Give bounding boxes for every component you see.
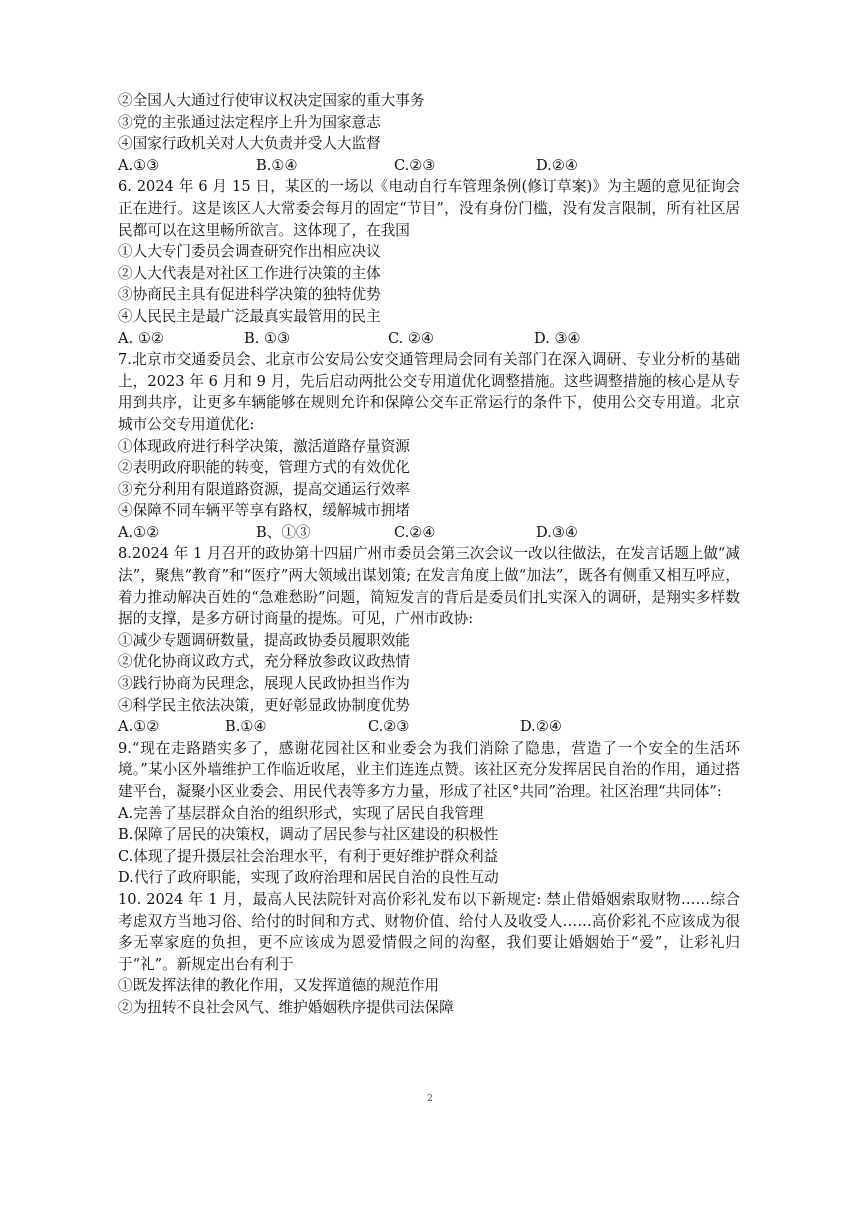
- q6-item-4: ④人民民主是最广泛最真实最管用的民主: [118, 307, 381, 325]
- q5-item-2: ②全国人大通过行使审议权决定国家的重大事务: [118, 92, 425, 109]
- q6-item-3: ③协商民主具有促进科学决策的独特优势: [118, 286, 381, 304]
- exam-page: [118, 90, 740, 1019]
- q5-option-a: A.①③: [118, 156, 160, 174]
- q8-item-3: ③践行协商为民理念，展现人民政协担当作为: [118, 675, 410, 693]
- q9-stem: 9.“现在走路踏实多了，感谢花园社区和业委会为我们消除了隐患，营造了一个安全的生活环境。”某小区外墙维护工作临近收尾，业主们连连点赞。该社区充分发挥居民自治的作用，通过搭建平台，凝聚小区业委会、用民代表等多方力量，形成了社区°共同”治理。社区治理“共同体”:: [118, 739, 740, 800]
- q8-option-c: C.②③: [368, 718, 410, 736]
- page-number: 2: [427, 1094, 433, 1104]
- q7-option-d: D.③④: [536, 523, 578, 541]
- question-10: [118, 889, 740, 1019]
- q8-option-a: A.①②: [118, 718, 160, 736]
- q9-option-a: A.完善了基层群众自治的组织形式，实现了居民自我管理: [118, 804, 484, 822]
- q7-item-4: ④保障不同车辆平等享有路权，缓解城市拥堵: [118, 502, 410, 520]
- q6-stem: 6. 2024 年 6 月 15 日，某区的一场以《电动自行车管理条例(修订草案)》为主题的意见征询会正在进行。这是该区人大常委会每月的固定“节目”，没有身份门槛，没有发言限制，所有社区居民都可以在这里畅所欲言。这体现了，在我国: [118, 178, 740, 239]
- q7-option-a: A.①②: [118, 523, 160, 541]
- question-9: [118, 738, 740, 889]
- q8-stem: 8.2024 年 1 月召开的政协第十四届广州市委员会第三次会议一改以往做法，在发言话题上做“减法”，聚焦“教育”和“医疗”两大领域出谋划策; 在发言角度上做“加法”，既各有侧重又相互呼应，着力推动解决百姓的“急难愁盼”问题，简短发言的背后是委员们扎实深入的调研，是翔实多样数据的支撑，是多方研讨商量的提炼。可见，广州市政协:: [118, 545, 740, 628]
- q6-option-c: C. ②④: [388, 329, 435, 347]
- q7-options: [118, 522, 740, 544]
- q7-option-c: C.②④: [394, 523, 436, 541]
- q5-options: [118, 155, 740, 177]
- q10-item-1: ①既发挥法律的教化作用，又发挥道德的规范作用: [118, 977, 440, 995]
- q7-option-b: B、①③: [256, 523, 311, 541]
- q5-item-4: ④国家行政机关对人大负责并受人大监督: [118, 135, 381, 153]
- q6-option-d: D. ③④: [534, 329, 581, 347]
- q10-stem: 10. 2024 年 1 月，最高人民法院针对高价彩礼发布以下新规定: 禁止借婚姻索取财物……综合考虑双方当地习俗、给付的时间和方式、财物价值、给付人及收受人……高价彩礼不应该成为很多无辜家庭的负担，更不应该成为恩爱情假之间的沟壑，我们要让婚姻始于“爱”，让彩礼归于“礼”。新规定出台有利于: [118, 890, 740, 973]
- q6-options: [118, 328, 740, 350]
- q7-item-2: ②表明政府职能的转变，管理方式的有效优化: [118, 459, 410, 477]
- q10-item-2: ②为扭转不良社会风气、维护婚姻秩序提供司法保障: [118, 998, 454, 1016]
- q6-item-2: ②人大代表是对社区工作进行决策的主体: [118, 264, 381, 282]
- q6-option-b: B. ①③: [244, 329, 291, 347]
- q9-option-d: D.代行了政府职能，实现了政府治理和居民自治的良性互动: [118, 869, 499, 887]
- q9-option-c: C.体现了提升摄层社会治理水平，有利于更好维护群众利益: [118, 847, 499, 865]
- question-8: [118, 543, 740, 737]
- q7-item-1: ①体现政府进行科学决策，激活道路存量资源: [118, 437, 410, 455]
- q8-item-1: ①减少专题调研数量，提高政协委员履职效能: [118, 631, 410, 649]
- question-6: [118, 176, 740, 349]
- q5-option-c: C.②③: [394, 156, 436, 174]
- q6-option-a: A. ①②: [118, 329, 164, 347]
- q5-option-b: B.①④: [256, 156, 298, 174]
- q8-option-d: D.②④: [520, 718, 562, 736]
- q8-item-4: ④科学民主依法决策，更好彰显政协制度优势: [118, 696, 410, 714]
- question-5: [118, 90, 740, 176]
- q7-stem: 7.北京市交通委员会、北京市公安局公安交通管理局会同有关部门在深入调研、专业分析的基础上，2023 年 6 月和 9 月，先后启动两批公交专用道优化调整措施。这些调整措施的核心是从专用到共序，让更多车辆能够在规则允许和保障公交车正常运行的条件下，使用公交专用道。北京城市公交专用道优化:: [118, 351, 740, 433]
- q8-item-2: ②优化协商议政方式，充分释放参政议政热情: [118, 653, 410, 671]
- question-7: [118, 349, 740, 543]
- q8-option-b: B.①④: [225, 718, 267, 736]
- q7-item-3: ③充分利用有限道路资源，提高交通运行效率: [118, 480, 410, 498]
- q5-item-3: ③党的主张通过法定程序上升为国家意志: [118, 113, 381, 131]
- q9-option-b: B.保障了居民的决策权，调动了居民参与社区建设的积极性: [118, 826, 499, 844]
- q8-options: [118, 716, 740, 738]
- q6-item-1: ①人大专门委员会调查研究作出相应决议: [118, 243, 381, 261]
- q5-option-d: D.②④: [536, 156, 578, 174]
